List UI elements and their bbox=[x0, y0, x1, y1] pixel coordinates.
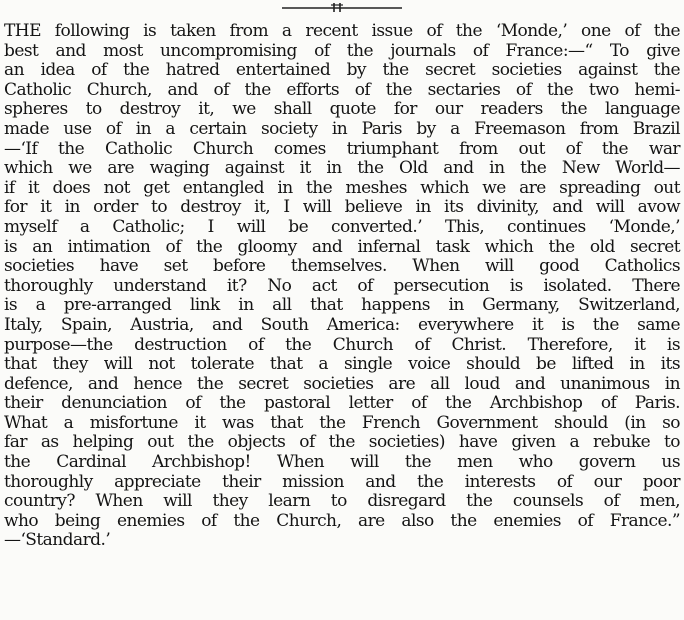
ornament-icon bbox=[282, 0, 402, 14]
article-line: defence, and hence the secret societies are all loud and unanimous in bbox=[4, 373, 680, 394]
article-line: the Cardinal Archbishop! When will the men who govern us bbox=[4, 452, 680, 473]
article-line: What a misfortune it was that the French Government should (in so bbox=[4, 412, 680, 433]
article-line: thoroughly appreciate their mission and the interests of our poor bbox=[4, 471, 680, 492]
article-line: who being enemies of the Church, are also the enemies of France.” bbox=[4, 510, 680, 531]
article-line: made use of in a certain society in Paris by a Freemason from Brazil bbox=[4, 118, 680, 139]
article-line: that they will not tolerate that a single voice should be lifted in its bbox=[4, 354, 680, 375]
article-line: far as helping out the objects of the societies) have given a rebuke to bbox=[4, 432, 680, 453]
ornamental-rule bbox=[282, 0, 402, 14]
article-line: myself a Catholic; I will be converted.’ This, continues ‘Monde,’ bbox=[4, 216, 680, 237]
article-body bbox=[4, 22, 680, 551]
article-line: best and most uncompromising of the journals of France:—“ To give bbox=[4, 40, 680, 61]
article-line: an idea of the hatred entertained by the secret societies against the bbox=[4, 60, 680, 81]
article-line: purpose—the destruction of the Church of Christ. Therefore, it is bbox=[4, 334, 680, 355]
article-line: their denunciation of the pastoral letter of the Archbishop of Paris. bbox=[4, 393, 680, 414]
article-line: Italy, Spain, Austria, and South America: everywhere it is the same bbox=[4, 314, 680, 335]
article-line: Catholic Church, and of the efforts of the sectaries of the two hemi- bbox=[4, 79, 680, 100]
article-signoff: —‘Standard.’ bbox=[4, 530, 111, 551]
article-line: for it in order to destroy it, I will believe in its divinity, and will avow bbox=[4, 197, 680, 218]
article-line: country? When will they learn to disregard the counsels of men, bbox=[4, 491, 680, 512]
article-line: is an intimation of the gloomy and infernal task which the old secret bbox=[4, 236, 680, 257]
article-line: —‘If the Catholic Church comes triumphant from out of the war bbox=[4, 138, 680, 159]
article-line: spheres to destroy it, we shall quote for our readers the language bbox=[4, 99, 680, 120]
article-line: societies have set before themselves. When will good Catholics bbox=[4, 256, 680, 277]
article-line: is a pre-arranged link in all that happens in Germany, Switzerland, bbox=[4, 295, 680, 316]
article-line: if it does not get entangled in the meshes which we are spreading out bbox=[4, 177, 680, 198]
article-line: thoroughly understand it? No act of persecution is isolated. There bbox=[4, 275, 680, 296]
article-line: which we are waging against it in the Old and in the New World— bbox=[4, 158, 680, 179]
article-line: THE following is taken from a recent issue of the ‘Monde,’ one of the bbox=[4, 21, 680, 41]
